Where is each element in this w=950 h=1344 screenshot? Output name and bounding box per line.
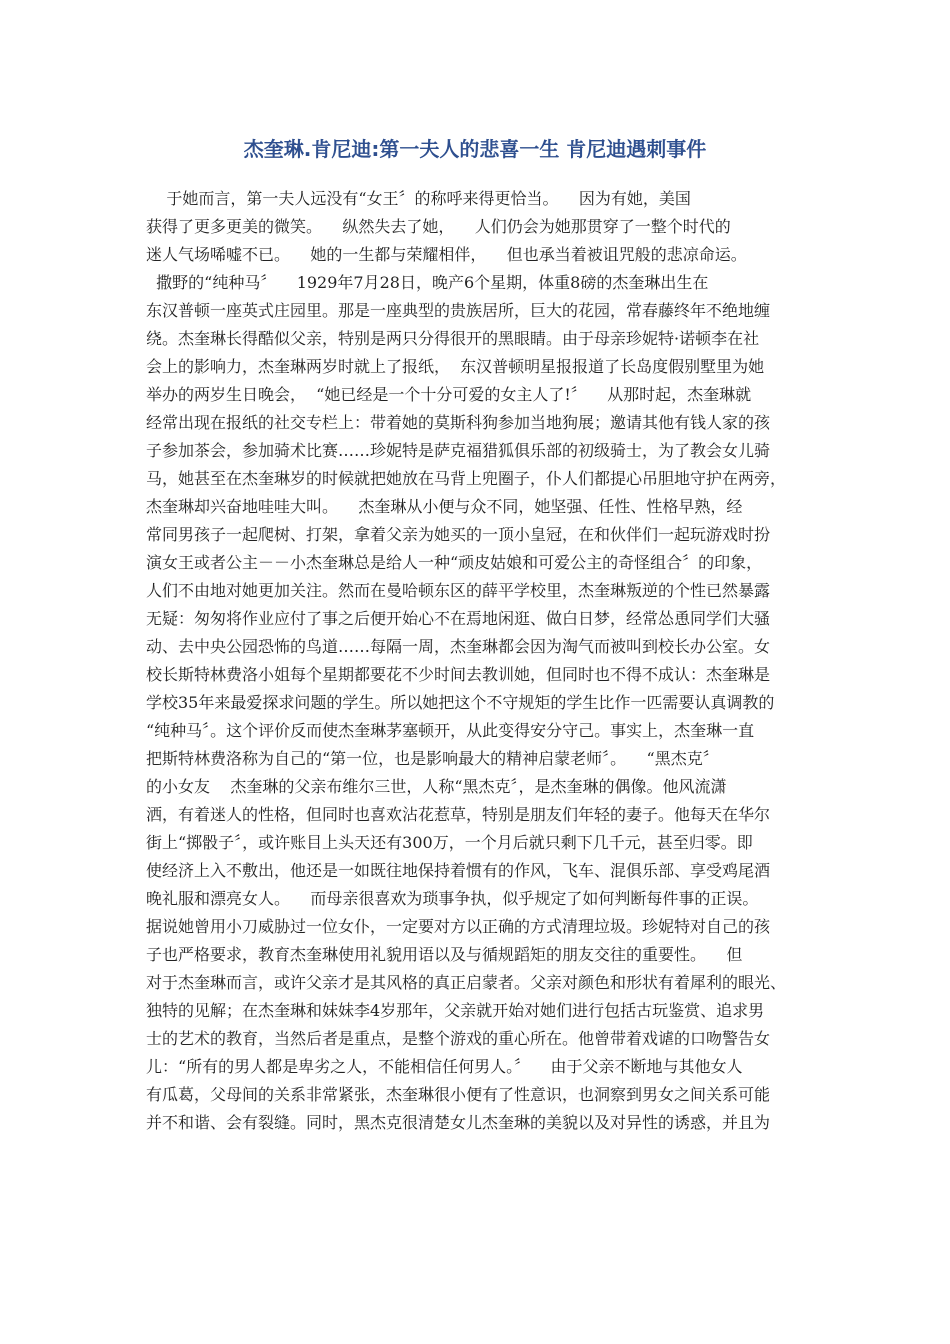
body-text-line: 街上“掷骰子〞，或许账目上头天还有300万，一个月后就只剩下几千元，甚至归零。即 [146, 833, 753, 852]
body-text-line: 子参加茶会，参加骑术比赛……珍妮特是萨克福猎狐俱乐部的初级骑士，为了教会女儿骑 [146, 441, 771, 460]
body-text-line: 于她而言，第一夫人远没有“女王〞的称呼来得更恰当。 因为有她，美国 [146, 189, 691, 208]
body-text-line: 校长斯特林费洛小姐每个星期都要花不少时间去教训她，但同时也不得不成认：杰奎琳是 [146, 665, 771, 684]
body-text-line: 无疑：匆匆将作业应付了事之后便开始心不在焉地闲逛、做白日梦，经常怂恿同学们大骚 [146, 609, 771, 628]
body-text-line: 把斯特林费洛称为自己的“第一位，也是影响最大的精神启蒙老师〞。 “黑杰克〞 [146, 749, 719, 768]
body-text-line: 绕。杰奎琳长得酷似父亲，特别是两只分得很开的黑眼睛。由于母亲珍妮特·诺顿李在社 [146, 329, 760, 348]
body-text-line: 有瓜葛，父母间的关系非常紧张，杰奎琳很小便有了性意识，也洞察到男女之间关系可能 [146, 1085, 771, 1104]
body-text-line: 据说她曾用小刀威胁过一位女仆，一定要对方以正确的方式清理垃圾。珍妮特对自己的孩 [146, 917, 771, 936]
body-text-line: 常同男孩子一起爬树、打架，拿着父亲为她买的一顶小皇冠，在和伙伴们一起玩游戏时扮 [146, 525, 771, 544]
body-text-line: 并不和谐、会有裂缝。同时，黑杰克很清楚女儿杰奎琳的美貌以及对异性的诱惑，并且为 [146, 1113, 771, 1132]
body-text-line: 子也严格要求，教育杰奎琳使用礼貌用语以及与循规蹈矩的朋友交往的重要性。 但 [146, 945, 743, 964]
body-text-line: 迷人气场唏嘘不已。 她的一生都与荣耀相伴， 但也承当着被诅咒般的悲凉命运。 [146, 245, 747, 264]
document-title: 杰奎琳.肯尼迪:第一夫人的悲喜一生 肯尼迪遇刺事件 [243, 137, 707, 161]
body-text-line: 演女王或者公主－－小杰奎琳总是给人一种“顽皮姑娘和可爱公主的奇怪组合〞的印象， [146, 553, 763, 572]
body-text-line: 独特的见解；在杰奎琳和妹妹李4岁那年，父亲就开始对她们进行包括古玩鉴赏、追求男 [146, 1001, 765, 1020]
body-text-line: 使经济上入不敷出，他还是一如既往地保持着惯有的作风，飞车、混俱乐部、享受鸡尾酒 [146, 861, 771, 880]
body-text-line: 东汉普顿一座英式庄园里。那是一座典型的贵族居所，巨大的花园，常春藤终年不绝地缠 [146, 301, 771, 320]
body-text-line: 获得了更多更美的微笑。 纵然失去了她， 人们仍会为她那贯穿了一整个时代的 [146, 217, 731, 236]
body-text-line: 洒，有着迷人的性格，但同时也喜欢沾花惹草，特别是朋友们年轻的妻子。他每天在华尔 [146, 805, 771, 824]
body-text-line: “纯种马〞。这个评价反而使杰奎琳茅塞顿开，从此变得安分守己。事实上，杰奎琳一直 [146, 721, 755, 740]
body-text-line: 马，她甚至在杰奎琳岁的时候就把她放在马背上兜圈子，仆人们都提心吊胆地守护在两旁， [146, 469, 787, 488]
body-text-line: 动、去中央公园恐怖的鸟道……每隔一周，杰奎琳都会因为淘气而被叫到校长办公室。女 [146, 637, 771, 656]
body-text-line: 的小女友 杰奎琳的父亲布维尔三世，人称“黑杰克〞，是杰奎琳的偶像。他风流潇 [146, 777, 727, 796]
document-body [146, 185, 810, 1137]
body-text-line: 撒野的“纯种马〞 1929年7月28日，晚产6个星期，体重8磅的杰奎琳出生在 [146, 273, 709, 292]
body-text-line: 人们不由地对她更加关注。然而在曼哈顿东区的薛平学校里，杰奎琳叛逆的个性已然暴露 [146, 581, 771, 600]
body-text-line: 士的艺术的教育，当然后者是重点，是整个游戏的重心所在。他曾带着戏谑的口吻警告女 [146, 1029, 771, 1048]
body-text-line: 晚礼服和漂亮女人。 而母亲很喜欢为琐事争执，似乎规定了如何判断每件事的正误。 [146, 889, 759, 908]
body-text-line: 举办的两岁生日晚会， “她已经是一个十分可爱的女主人了!〞 从那时起，杰奎琳就 [146, 385, 752, 404]
body-text-line: 学校35年来最爱探求问题的学生。所以她把这个不守规矩的学生比作一匹需要认真调教的 [146, 693, 775, 712]
body-text-line: 对于杰奎琳而言，或许父亲才是其风格的真正启蒙者。父亲对颜色和形状有着犀利的眼光、 [146, 973, 787, 992]
body-text-line: 会上的影响力，杰奎琳两岁时就上了报纸， 东汉普顿明星报报道了长岛度假别墅里为她 [146, 357, 765, 376]
body-text-line: 儿：“所有的男人都是卑劣之人，不能相信任何男人。〞 由于父亲不断地与其他女人 [146, 1057, 743, 1076]
body-text-line: 杰奎琳却兴奋地哇哇大叫。 杰奎琳从小便与众不同，她坚强、任性、性格早熟，经 [146, 497, 743, 516]
body-text-line: 经常出现在报纸的社交专栏上：带着她的莫斯科狗参加当地狗展；邀请其他有钱人家的孩 [146, 413, 771, 432]
